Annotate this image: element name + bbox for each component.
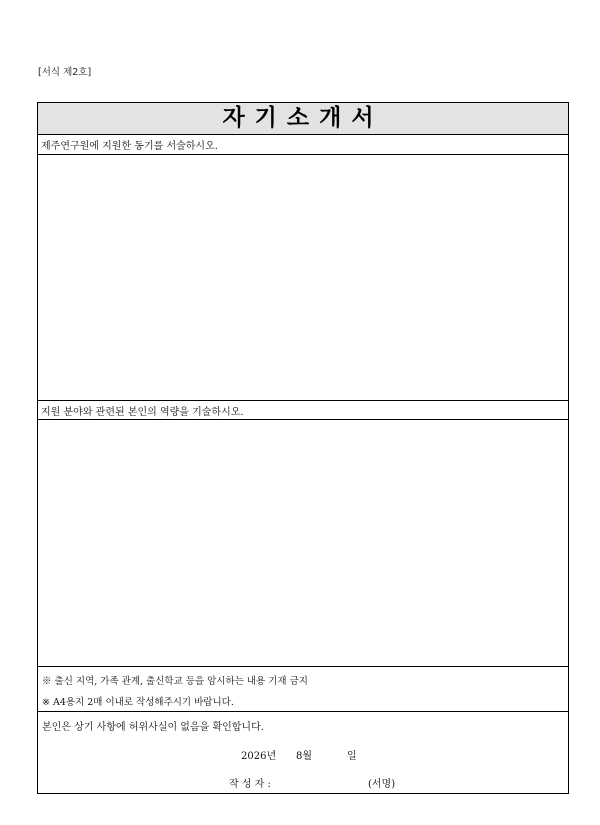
confirmation-section bbox=[38, 712, 568, 795]
note-item: ※ A4용지 2매 이내로 작성해주시기 바랍니다. bbox=[42, 697, 234, 708]
confirmation-statement: 본인은 상기 사항에 허위사실이 없음을 확인합니다. bbox=[42, 722, 264, 733]
author-label: 작 성 자 : bbox=[229, 779, 271, 790]
form-number-label: [서식 제2호] bbox=[38, 67, 92, 78]
title-bar bbox=[38, 103, 568, 135]
question-competency bbox=[38, 400, 568, 420]
answer-motivation-area[interactable] bbox=[38, 155, 568, 400]
answer-competency-area[interactable] bbox=[38, 420, 568, 666]
question-motivation-text: 제주연구원에 지원한 동기를 서술하시오. bbox=[41, 141, 218, 152]
self-introduction-form bbox=[37, 102, 569, 794]
date-month: 8월 bbox=[296, 751, 313, 762]
date-year: 2026년 bbox=[241, 751, 277, 762]
question-competency-text: 지원 분야와 관련된 본인의 역량을 기술하시오. bbox=[41, 406, 244, 418]
note-item: ※ 출신 지역, 가족 관계, 출신학교 등을 암시하는 내용 기재 금지 bbox=[42, 676, 308, 687]
form-title: 자기소개서 bbox=[222, 105, 384, 131]
notes-section bbox=[38, 666, 568, 712]
signature-label: (서명) bbox=[368, 779, 396, 790]
date-day: 일 bbox=[347, 751, 357, 762]
question-motivation bbox=[38, 135, 568, 155]
